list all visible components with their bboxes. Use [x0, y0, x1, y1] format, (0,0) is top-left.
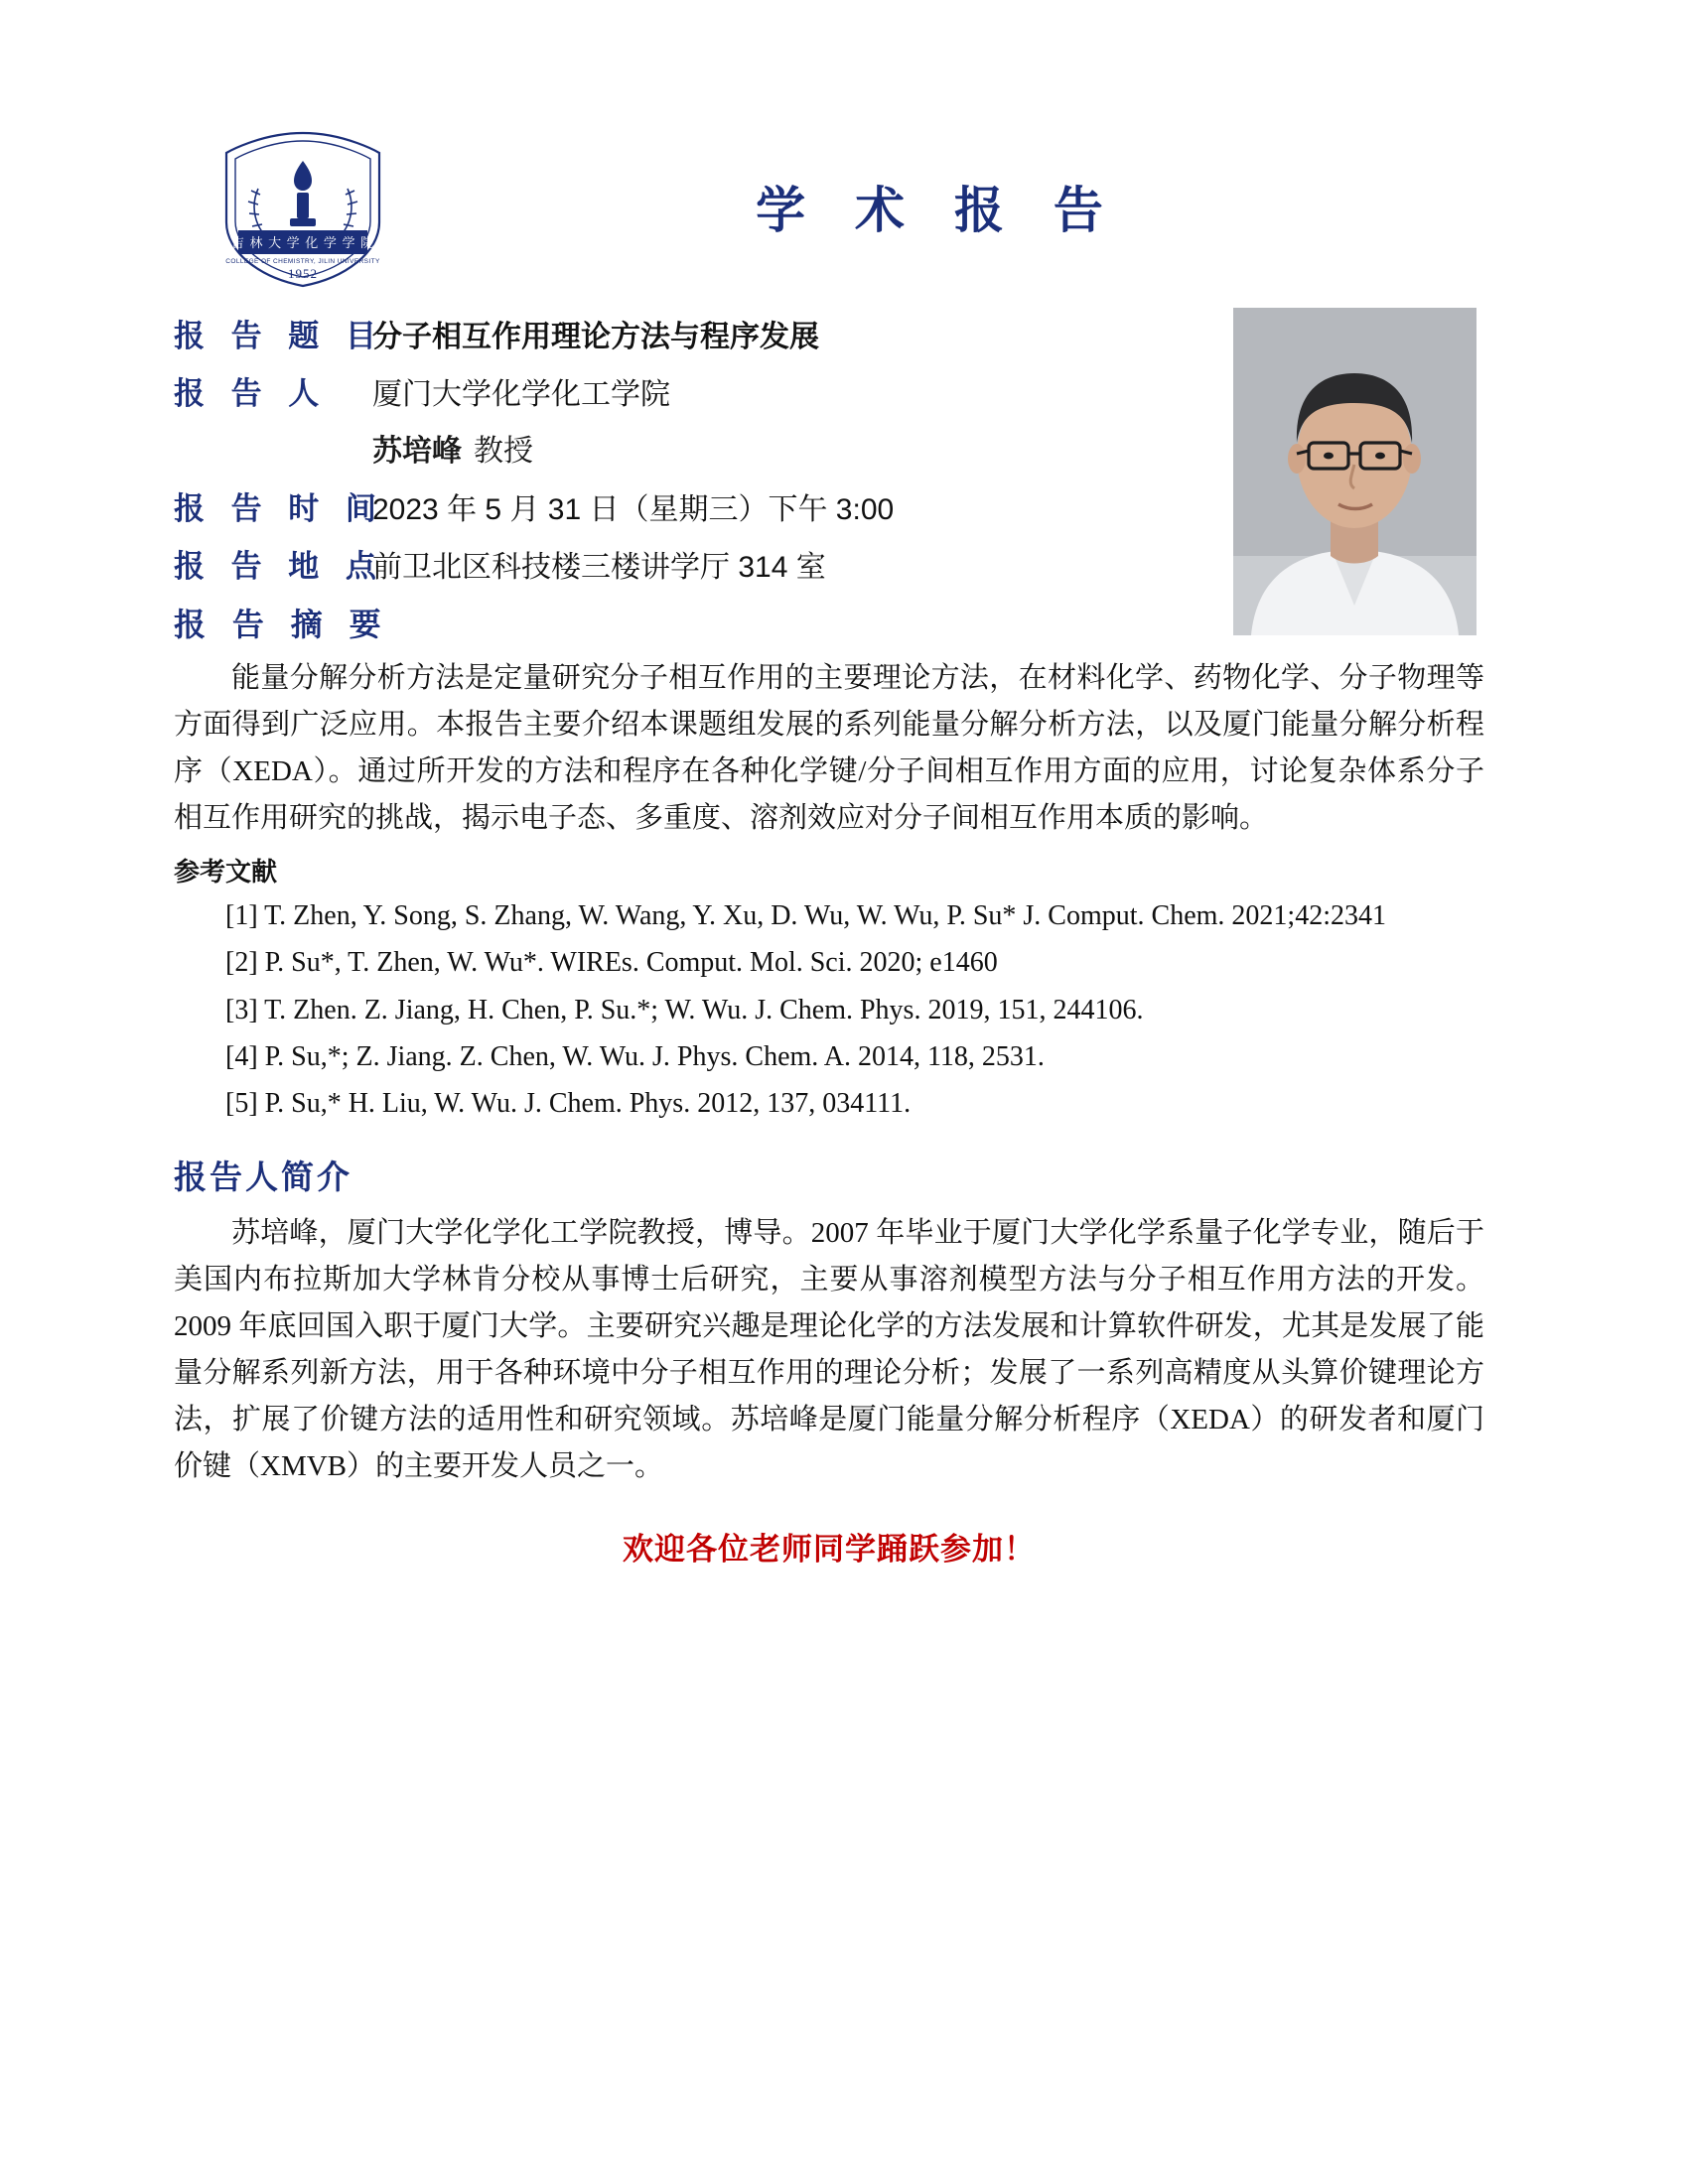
topic-value: 分子相互作用理论方法与程序发展	[372, 321, 819, 353]
info-row-place	[174, 541, 1167, 586]
speaker-label: 报 告 人	[174, 376, 329, 411]
university-emblem-icon	[199, 127, 407, 291]
speaker-portrait	[1233, 308, 1477, 635]
abstract-heading: 报 告 摘 要	[174, 607, 390, 642]
speaker-title: 教授	[474, 435, 533, 468]
talk-info-block	[174, 311, 1167, 586]
welcome-note: 欢迎各位老师同学踊跃参加！	[623, 1531, 1036, 1567]
speaker-name-row	[372, 426, 1167, 470]
reference-item: [4] P. Su,*; Z. Jiang. Z. Chen, W. Wu. J. Phys. Chem. A. 2014, 118, 2531.	[225, 1041, 1045, 1073]
svg-text:1952: 1952	[288, 266, 318, 281]
bio-heading: 报告人简介	[174, 1158, 352, 1195]
time-label: 报 告 时 间	[174, 491, 385, 526]
references-heading: 参考文献	[174, 856, 278, 887]
poster-header	[174, 109, 1484, 293]
reference-item: [1] T. Zhen, Y. Song, S. Zhang, W. Wang, Y. Xu, D. Wu, W. Wu, P. Su* J. Comput. Chem. 2021;42:2341	[225, 899, 1386, 931]
speaker-name: 苏培峰	[372, 435, 462, 468]
place-label: 报 告 地 点	[174, 549, 385, 584]
reference-item: [3] T. Zhen. Z. Jiang, H. Chen, P. Su.*; W. Wu. J. Chem. Phys. 2019, 151, 244106.	[225, 994, 1144, 1025]
place-value: 前卫北区科技楼三楼讲学厅 314 室	[372, 551, 826, 584]
bio-text: 苏培峰，厦门大学化学化工学院教授，博导。2007 年毕业于厦门大学化学系量子化学专业，随后于美国内布拉斯加大学林肯分校从事博士后研究，主要从事溶剂模型方法与分子相互作用方法的开发。2009 年底回国入职于厦门大学。主要研究兴趣是理论化学的方法发展和计算软件研发，尤其是发展了能量分解系列新方法，用于各种环境中分子相互作用的理论分析；发展了一系列高精度从头算价键理论方法，扩展了价键方法的适用性和研究领域。苏培峰是厦门能量分解分析程序（XEDA）的研发者和厦门价键（XMVB）的主要开发人员之一。	[174, 1216, 1484, 1482]
abstract-text: 能量分解分析方法是定量研究分子相互作用的主要理论方法，在材料化学、药物化学、分子物理等方面得到广泛应用。本报告主要介绍本课题组发展的系列能量分解分析方法，以及厦门能量分解分析程序（XEDA）。通过所开发的方法和程序在各种化学键/分子间相互作用方面的应用，讨论复杂体系分子相互作用研究的挑战，揭示电子态、多重度、溶剂效应对分子间相互作用本质的影响。	[174, 662, 1484, 834]
reference-item: [2] P. Su*, T. Zhen, W. Wu*. WIREs. Comput. Mol. Sci. 2020; e1460	[225, 947, 998, 979]
info-row-speaker	[174, 368, 1167, 413]
info-row-topic	[174, 311, 1167, 355]
info-row-time	[174, 483, 1167, 528]
poster-content	[174, 109, 1484, 1569]
speaker-affiliation: 厦门大学化学化工学院	[372, 378, 670, 411]
page-title: 学 术 报 告	[756, 183, 1121, 238]
svg-text:COLLEGE OF CHEMISTRY, JILIN UN: COLLEGE OF CHEMISTRY, JILIN UNIVERSITY	[225, 258, 380, 265]
time-value: 2023 年 5 月 31 日（星期三）下午 3:00	[372, 493, 895, 526]
reference-item: [5] P. Su,* H. Liu, W. Wu. J. Chem. Phys. 2012, 137, 034111.	[225, 1088, 912, 1120]
svg-text:吉 林 大 学 化 学 学 院: 吉 林 大 学 化 学 学 院	[230, 235, 375, 250]
topic-label: 报 告 题 目	[174, 319, 385, 353]
